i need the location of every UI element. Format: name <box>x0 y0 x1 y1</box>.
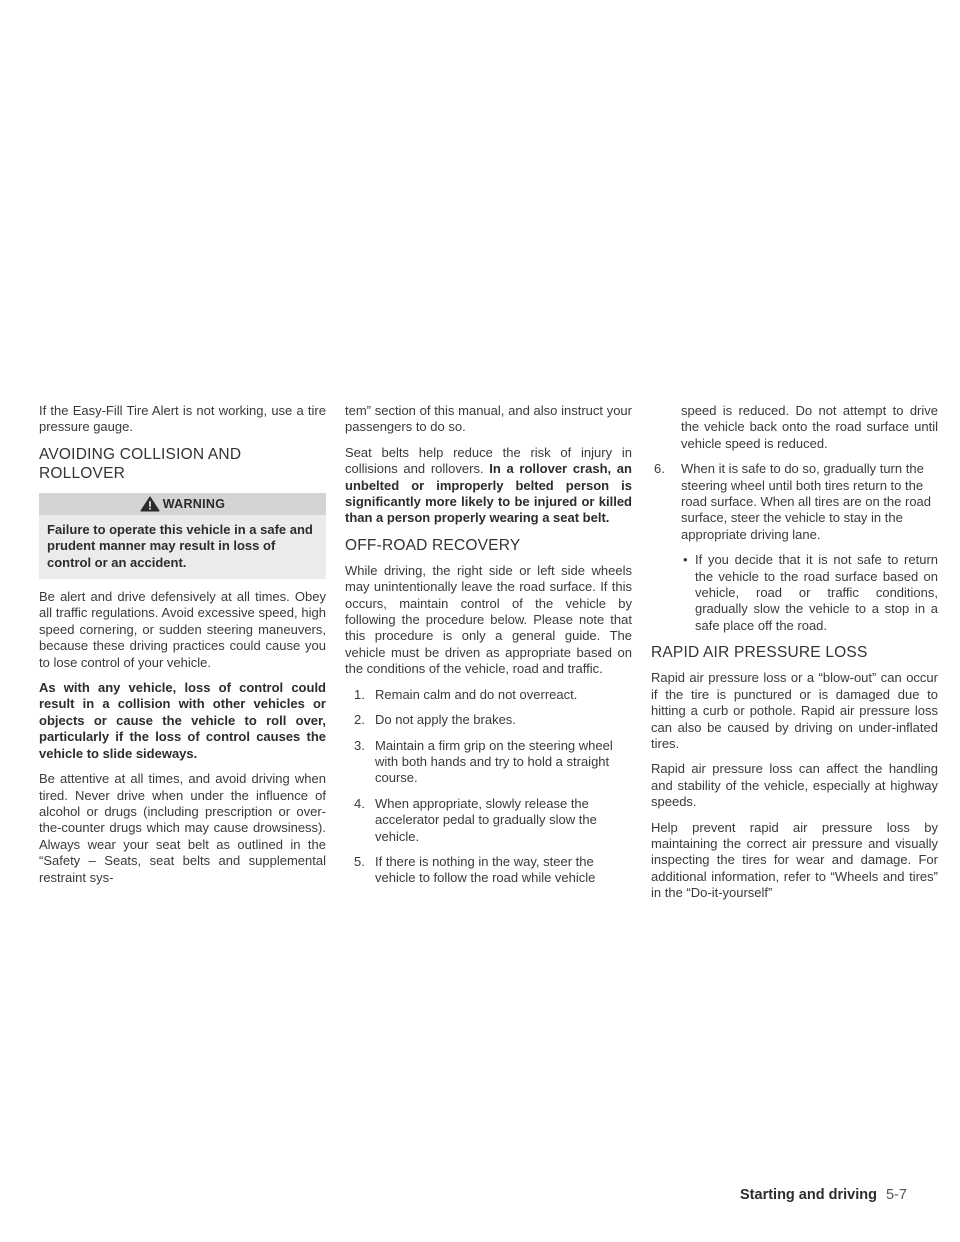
bullet-mark: • <box>683 552 688 568</box>
sub-bullet-list <box>651 552 938 634</box>
paragraph-off-road-intro: While driving, the right side or left side wheels may unintentionally leave the road surface. If this occurs, maintain control of the vehicle by following the procedure below. Please note that this procedure is only a general guide. The vehicle must be driven as appropriate based on the conditions of the vehicle, road and traffic. <box>345 562 632 677</box>
seat-belt-text: Seat belts help reduce the risk of injury in collisions and rollovers. <box>345 444 632 477</box>
step-text: Maintain a firm grip on the steering wheel with both hands and try to hold a straight course. <box>375 737 613 786</box>
step-text: Remain calm and do not overreact. <box>375 686 578 702</box>
column-2 <box>345 403 632 896</box>
list-item <box>651 461 938 543</box>
warning-header <box>39 493 326 515</box>
step-text: When it is safe to do so, gradually turn the steering wheel until both tires return to the road surface. When all tires are on the road surface, steer the vehicle to stay in the appropriate driving lane. <box>681 461 932 542</box>
paragraph-instruct-passengers: tem” section of this manual, and also instruct your passengers to do so. <box>345 403 632 435</box>
warning-icon <box>140 496 160 512</box>
column-1 <box>39 403 326 895</box>
list-item <box>651 552 938 634</box>
paragraph-seat-belts <box>345 445 632 527</box>
heading-rapid-air-pressure-loss: RAPID AIR PRESSURE LOSS <box>651 644 868 662</box>
footer-section-title: Starting and driving <box>740 1187 877 1203</box>
column-3 <box>651 403 938 911</box>
step-number: 2. <box>354 712 365 728</box>
step-number: 6. <box>654 461 665 477</box>
paragraph-drive-defensively: Be alert and drive defensively at all times. Obey all traffic regulations. Avoid excessive speed, high speed cornering, or sudden steering maneuvers, because these driving practices could cause you to lose control of your vehicle. <box>39 589 326 670</box>
step-number: 4. <box>354 795 365 811</box>
heading-avoiding-collision: AVOIDING COLLISION AND ROLLOVER <box>39 445 242 482</box>
step-text: When appropriate, slowly release the accelerator pedal to gradually slow the vehicle. <box>375 795 597 844</box>
warning-label: WARNING <box>162 496 226 511</box>
list-item <box>345 712 632 728</box>
step-number: 5. <box>354 853 365 869</box>
heading-off-road-recovery: OFF-ROAD RECOVERY <box>345 536 521 554</box>
paragraph-loss-of-control: As with any vehicle, loss of control could result in a collision with other vehicles or objects or cause the vehicle to roll over, particularly if the loss of control causes the vehicle to slide sideways. <box>39 680 326 761</box>
bullet-text: If you decide that it is not safe to return the vehicle to the road surface based on vehicle, road or traffic conditions, gradually slow the vehicle to a stop in a safe place off the road. <box>695 552 938 633</box>
step-5-continued: speed is reduced. Do not attempt to drive the vehicle back onto the road surface until vehicle speed is reduced. <box>681 403 938 451</box>
step-number: 3. <box>354 737 365 753</box>
step-text: Do not apply the brakes. <box>375 712 516 728</box>
list-item <box>345 796 632 845</box>
list-item <box>345 687 632 703</box>
paragraph-be-attentive: Be attentive at all times, and avoid driving when tired. Never drive when under the influence of alcohol or drugs (including prescription or over-the-counter drugs which may cause drowsiness). Always wear your seat belt as outlined in the “Safety – Seats, seat belts and supplemental restraint sys- <box>39 771 326 885</box>
page-footer <box>740 1187 907 1203</box>
intro-paragraph: If the Easy-Fill Tire Alert is not working, use a tire pressure gauge. <box>39 403 326 435</box>
recovery-steps-list-continued <box>651 461 938 543</box>
list-item <box>345 738 632 787</box>
page-number: 5-7 <box>885 1187 907 1203</box>
list-item <box>345 854 632 887</box>
step-text: If there is nothing in the way, steer the vehicle to follow the road while vehicle <box>375 853 596 886</box>
step-number: 1. <box>354 686 365 702</box>
seat-belt-warning-bold: In a rollover crash, an unbelted or improperly belted person is significantly more likely to be injured or killed than a person properly wearing a seat belt. <box>345 461 632 526</box>
paragraph-prevent-loss: Help prevent rapid air pressure loss by maintaining the correct air pressure and visually inspecting the tires for wear and damage. For additional information, refer to “Wheels and tires” in the “Do-it-yourself” <box>651 819 938 901</box>
recovery-steps-list <box>345 687 632 887</box>
warning-text: Failure to operate this vehicle in a safe and prudent manner may result in loss of control or an accident. <box>39 515 326 579</box>
paragraph-blow-out: Rapid air pressure loss or a “blow-out” can occur if the tire is punctured or is damaged due to hitting a curb or pothole. Rapid air pressure loss can also be caused by driving on under-inflated tires. <box>651 670 938 751</box>
paragraph-handling: Rapid air pressure loss can affect the handling and stability of the vehicle, especially at highway speeds. <box>651 761 938 810</box>
